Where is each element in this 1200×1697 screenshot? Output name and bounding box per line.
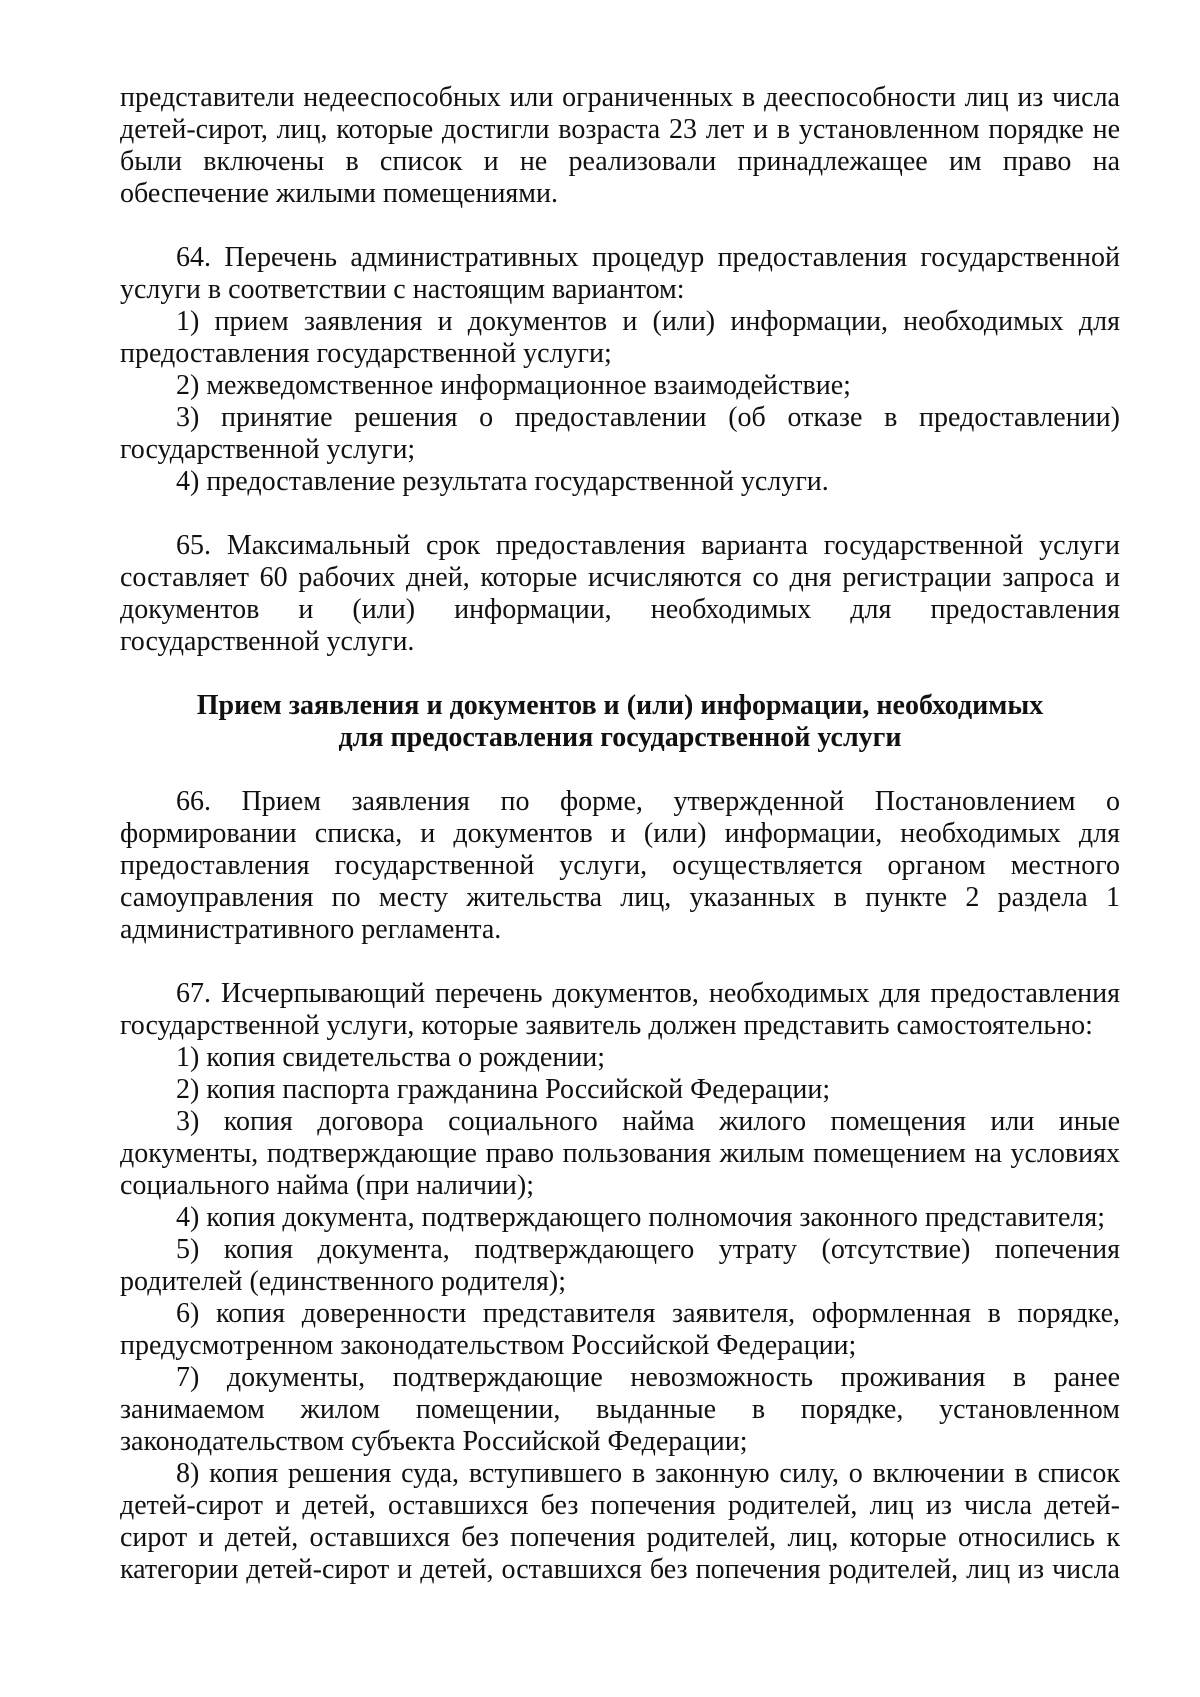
- item-64-lead: 64. Перечень административных процедур предоставления государственной услуги в соответствии с настоящим вариантом:: [120, 242, 1120, 305]
- item-67-list-item: 4) копия документа, подтверждающего полномочия законного представителя;: [176, 1202, 1106, 1233]
- item-67-list-item: 7) документы, подтверждающие невозможность проживания в ранее занимаемом жилом помещении, выданные в порядке, установленном законодательством субъекта Российской Федерации;: [120, 1362, 1120, 1457]
- item-67-list-item: 5) копия документа, подтверждающего утрату (отсутствие) попечения родителей (единственного родителя);: [120, 1234, 1120, 1297]
- item-64-list-item: 1) прием заявления и документов и (или) информации, необходимых для предоставления государственной услуги;: [120, 306, 1120, 369]
- paragraph-gap: [120, 498, 1120, 530]
- item-67-list-item: 6) копия доверенности представителя заявителя, оформленная в порядке, предусмотренном законодательством Российской Федерации;: [120, 1298, 1120, 1361]
- item-67-lead: 67. Исчерпывающий перечень документов, необходимых для предоставления государственной услуги, которые заявитель должен представить самостоятельно:: [120, 978, 1120, 1041]
- paragraph-gap: [120, 946, 1120, 978]
- item-64-list-item: 3) принятие решения о предоставлении (об отказе в предоставлении) государственной услуги;: [120, 402, 1120, 465]
- item-67-list-item: 1) копия свидетельства о рождении;: [176, 1042, 606, 1073]
- paragraph-gap: [120, 210, 1120, 242]
- intro-paragraph: представители недееспособных или ограниченных в дееспособности лиц из числа детей-сирот, лиц, которые достигли возраста 23 лет и в установленном порядке не были включены в список и не реализовали принадлежащее им право на обеспечение жилыми помещениями.: [120, 82, 1120, 209]
- item-64-list-item: 4) предоставление результата государственной услуги.: [176, 466, 829, 497]
- section-heading-line-1: Прием заявления и документов и (или) информации, необходимых: [196, 690, 1044, 721]
- item-67-list-item: 8) копия решения суда, вступившего в законную силу, о включении в список детей-сирот и детей, оставшихся без попечения родителей, лиц из числа детей-сирот и детей, оставшихся без попечения родителей, лиц, которые относились к категории детей-сирот и детей, оставшихся без попечения родителей, лиц из числа: [120, 1458, 1120, 1585]
- document-body: [120, 82, 1120, 1586]
- item-65: 65. Максимальный срок предоставления варианта государственной услуги составляет 60 рабочих дней, которые исчисляются со дня регистрации запроса и документов и (или) информации, необходимых для предоставления государственной услуги.: [120, 530, 1120, 657]
- item-67-list-item: 2) копия паспорта гражданина Российской Федерации;: [176, 1074, 831, 1105]
- section-heading: [120, 690, 1120, 754]
- item-66: 66. Прием заявления по форме, утвержденной Постановлением о формировании списка, и документов и (или) информации, необходимых для предоставления государственной услуги, осуществляется органом местного самоуправления по месту жительства лиц, указанных в пункте 2 раздела 1 административного регламента.: [120, 786, 1120, 945]
- section-heading-line-2: для предоставления государственной услуги: [338, 722, 902, 753]
- paragraph-gap: [120, 754, 1120, 786]
- item-67-list-item: 3) копия договора социального найма жилого помещения или иные документы, подтверждающие право пользования жилым помещением на условиях социального найма (при наличии);: [120, 1106, 1120, 1201]
- paragraph-gap: [120, 658, 1120, 690]
- item-64-list-item: 2) межведомственное информационное взаимодействие;: [176, 370, 851, 401]
